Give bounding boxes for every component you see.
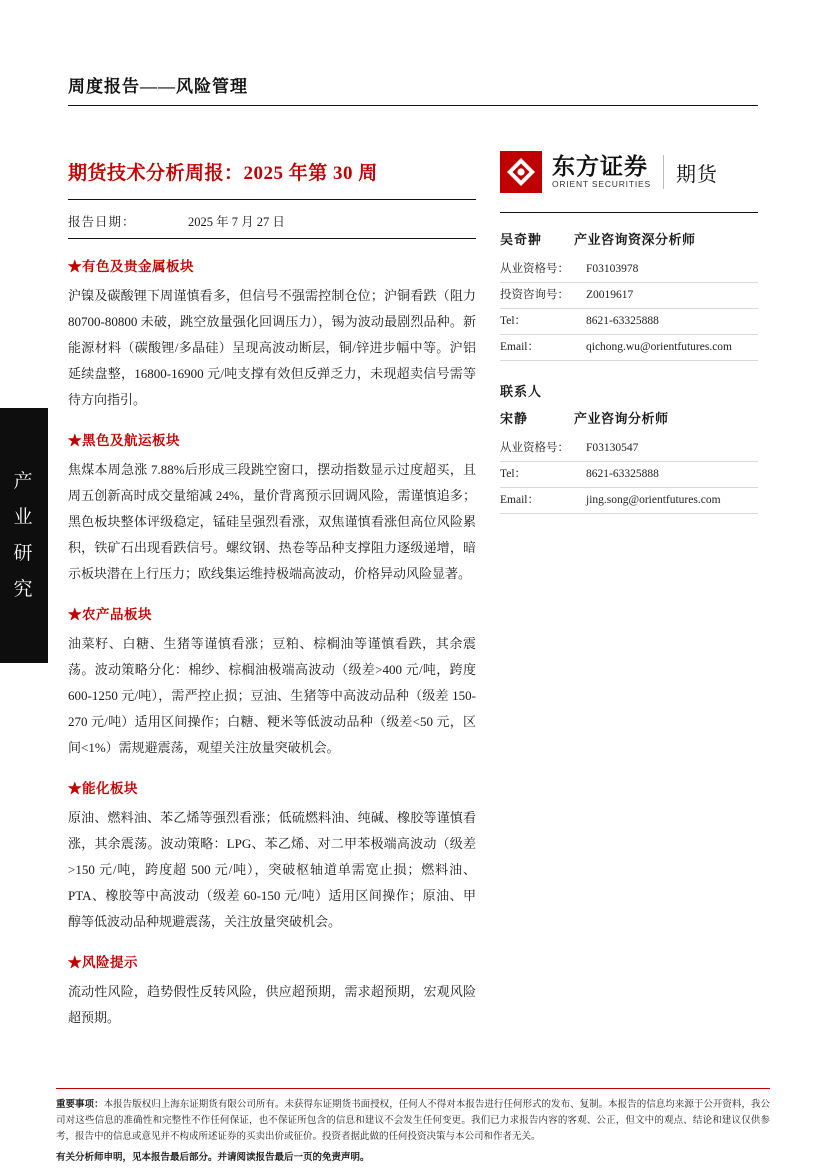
section-agriculture-title: ★农产品板块	[68, 607, 152, 622]
header-title: 周度报告——风险管理	[68, 77, 248, 96]
section-energy-chemicals	[68, 777, 476, 935]
contact-section-label: 联系人	[500, 384, 543, 399]
section-metals	[68, 255, 476, 413]
footer-last-line: 有关分析师申明，见本报告最后部分。并请阅读报告最后一页的免责声明。	[56, 1153, 370, 1163]
header-divider	[68, 105, 758, 106]
section-energy-chemicals-body: 原油、燃料油、苯乙烯等强烈看涨；低硫燃料油、纯碱、橡胶等谨慎看涨，其余震荡。波动策略：LPG、苯乙烯、对二甲苯极端高波动（级差>150 元/吨，跨度超 500 元/吨），突破枢轴道单需宽止损；燃料油、PTA、橡胶等中高波动（级差 60-150 元/吨）适用区间操作；原油、甲醇等低波动品种规避震荡，关注放量突破机会。	[68, 810, 476, 929]
report-date-row	[68, 200, 476, 238]
report-date-label: 报告日期：	[68, 215, 136, 229]
brand-segment: 期货	[675, 163, 718, 186]
analyst-block	[500, 229, 758, 514]
right-column-divider	[500, 212, 758, 213]
section-agriculture-body: 油菜籽、白糖、生猪等谨慎看涨；豆粕、棕榈油等谨慎看跌，其余震荡。波动策略分化：棉纱、棕榈油极端高波动（级差>400 元/吨，跨度 600-1250 元/吨），需严控止损；豆油、生猪等中高波动品种（级差 150-270 元/吨）适用区间操作；白糖、粳米等低波动品种（级差<50 元，区间<1%）需规避震荡，观望关注放量突破机会。	[68, 636, 476, 755]
analyst-email-label: Email：	[500, 341, 539, 353]
contact-tel-value: 8621-63325888	[586, 468, 659, 480]
analyst-qualification-label: 从业资格号：	[500, 263, 569, 275]
footer-text	[56, 1097, 770, 1145]
section-ferrous-body: 焦煤本周急涨 7.88%后形成三段跳空窗口，摆动指数显示过度超买，且周五创新高时成交量缩减 24%，量价背离预示回调风险，需谨慎追多；黑色板块整体评级稳定，锰硅呈强烈看涨，双焦谨慎看涨但高位风险累积，铁矿石出现看跌信号。螺纹钢、热卷等品种支撑阻力逐级递增，暗示板块潜在上行压力；欧线集运维持极端高波动，价格异动风险显著。	[68, 462, 476, 581]
contact-email-value[interactable]: jing.song@orientfutures.com	[586, 494, 721, 506]
orient-securities-logo-icon	[500, 151, 542, 193]
analyst-tel-label: Tel：	[500, 315, 527, 327]
section-risk-warning-title: ★风险提示	[68, 955, 138, 970]
contact-email-row	[500, 488, 758, 514]
brand-name-en: ORIENT SECURITIES	[552, 179, 651, 190]
contact-role: 产业咨询分析师	[574, 411, 669, 426]
analyst-consulting-row	[500, 283, 758, 309]
analyst-email-value[interactable]: qichong.wu@orientfutures.com	[586, 341, 733, 353]
side-band-char-4: 究	[13, 578, 35, 600]
analyst-name: 吴奇翀	[500, 232, 543, 247]
analyst-consulting-label: 投资咨询号：	[500, 289, 569, 301]
contact-tel-row	[500, 462, 758, 488]
contact-email-label: Email：	[500, 494, 539, 506]
analyst-tel-row	[500, 309, 758, 335]
footer-body-text: 本报告版权归上海东证期货有限公司所有。未获得东证期货书面授权，任何人不得对本报告进行任何形式的发布、复制。本报告的信息均来源于公开资料，我公司对这些信息的准确性和完整性不作任何保证，也不保证所包含的信息和建议不会发生任何变更。我们已力求报告内容的客观、公正，但文中的观点、结论和建议仅供参考，报告中的信息或意见并不构成所述证券的买卖出价或征价。投资者据此做的任何投资决策与本公司和作者无关。	[56, 1100, 770, 1142]
side-band-char-2: 业	[13, 506, 35, 528]
section-ferrous-title: ★黑色及航运板块	[68, 433, 180, 448]
footer-divider	[56, 1088, 770, 1089]
left-column	[68, 140, 476, 1031]
analyst-qualification-value: F03103978	[586, 263, 639, 275]
document-header	[68, 72, 758, 106]
section-metals-title: ★有色及贵金属板块	[68, 259, 194, 274]
section-ferrous	[68, 429, 476, 587]
right-column	[500, 130, 758, 514]
brand-name-cn: 东方证券	[552, 153, 648, 179]
section-agriculture	[68, 603, 476, 761]
contact-qualification-value: F03130547	[586, 442, 639, 454]
logo-divider	[663, 155, 664, 189]
contact-name: 宋静	[500, 411, 529, 426]
analyst-role: 产业咨询资深分析师	[574, 232, 696, 247]
section-energy-chemicals-title: ★能化板块	[68, 781, 138, 796]
footer-disclaimer	[56, 1088, 770, 1163]
report-date-value: 2025 年 7 月 27 日	[188, 215, 285, 229]
contact-qualification-row	[500, 436, 758, 462]
side-vertical-band	[0, 408, 48, 663]
brand-logo	[500, 140, 758, 204]
contact-qualification-label: 从业资格号：	[500, 442, 569, 454]
contact-heading	[500, 408, 758, 427]
analyst-qualification-row	[500, 257, 758, 283]
date-divider	[68, 238, 476, 239]
footer-important-label: 重要事项：	[56, 1100, 104, 1110]
section-risk-warning-body: 流动性风险，趋势假性反转风险，供应超预期，需求超预期，宏观风险超预期。	[68, 984, 476, 1025]
analyst-heading	[500, 229, 758, 248]
contact-tel-label: Tel：	[500, 468, 527, 480]
side-band-char-1: 产	[13, 470, 35, 492]
analyst-email-row	[500, 335, 758, 361]
section-risk-warning	[68, 951, 476, 1031]
analyst-consulting-value: Z0019617	[586, 289, 634, 301]
analyst-tel-value: 8621-63325888	[586, 315, 659, 327]
report-title: 期货技术分析周报：2025 年第 30 周	[68, 163, 378, 184]
section-metals-body: 沪镍及碳酸锂下周谨慎看多，但信号不强需控制仓位；沪铜看跌（阻力 80700-80800 未破，跳空放量强化回调压力），锡为波动最剧烈品种。新能源材料（碳酸锂/多晶硅）呈现高波动断层，铜/锌进步幅中等。沪铝延续盘整，16800-16900 元/吨支撑有效但反弹乏力，未现超卖信号需等待方向指引。	[68, 288, 476, 407]
side-band-char-3: 研	[13, 542, 35, 564]
